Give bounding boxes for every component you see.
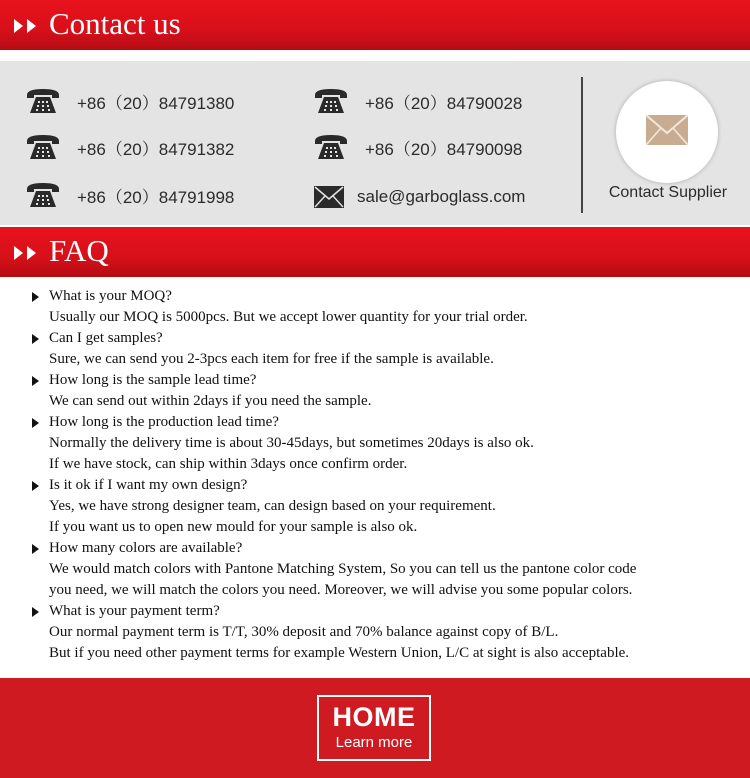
- telephone-icon: [25, 132, 61, 162]
- faq-answer: Yes, we have strong designer team, can design based on your requirement.: [49, 498, 496, 514]
- telephone-icon: [25, 86, 61, 116]
- home-button[interactable]: [317, 695, 431, 761]
- triangle-bullet-icon: [32, 292, 39, 302]
- footer-banner: [0, 678, 750, 778]
- phone-row[interactable]: [313, 86, 522, 116]
- contact-us-title: Contact us: [49, 6, 181, 41]
- contact-supplier-label[interactable]: Contact Supplier: [608, 184, 728, 201]
- telephone-icon: [313, 132, 349, 162]
- home-button-label: HOME: [332, 702, 416, 732]
- contact-supplier-button[interactable]: [616, 81, 718, 183]
- triangle-bullet-icon: [32, 607, 39, 617]
- faq-answer: Our normal payment term is T/T, 30% deposit and 70% balance against copy of B/L.: [49, 624, 559, 640]
- faq-answer: Usually our MOQ is 5000pcs. But we accept lower quantity for your trial order.: [49, 309, 528, 325]
- faq-answer: If you want us to open new mould for your sample is also ok.: [49, 519, 418, 535]
- faq-question: How long is the sample lead time?: [0, 370, 750, 391]
- contact-us-banner: [0, 0, 750, 50]
- faq-answer: you need, we will match the colors you need. Moreover, we will advise you some popular colors.: [49, 582, 633, 598]
- email-row[interactable]: [314, 182, 525, 212]
- faq-answer: Normally the delivery time is about 30-45days, but sometimes 20days is also ok.: [49, 435, 534, 451]
- triangle-bullet-icon: [32, 334, 39, 344]
- faq-title: FAQ: [49, 233, 109, 268]
- triangle-bullet-icon: [32, 376, 39, 386]
- triangle-bullet-icon: [32, 418, 39, 428]
- faq-answer: We would match colors with Pantone Matching System, So you can tell us the pantone color code: [49, 561, 637, 577]
- faq-question: What is your MOQ?: [0, 286, 750, 307]
- phone-number: +86（20）84791380: [77, 93, 235, 113]
- phone-row[interactable]: [25, 86, 234, 116]
- faq-question: How long is the production lead time?: [0, 412, 750, 433]
- phone-number: +86（20）84790028: [365, 93, 523, 113]
- phone-row[interactable]: [313, 132, 522, 162]
- faq-banner: [0, 227, 750, 277]
- triangle-bullet-icon: [32, 481, 39, 491]
- faq-list: [0, 286, 750, 664]
- faq-answer: But if you need other payment terms for example Western Union, L/C at sight is also acceptable.: [49, 645, 630, 661]
- double-arrow-icon: [14, 243, 48, 263]
- faq-question: What is your payment term?: [0, 601, 750, 622]
- faq-question: Can I get samples?: [0, 328, 750, 349]
- envelope-icon: [646, 115, 688, 145]
- phone-number: +86（20）84791382: [77, 139, 235, 159]
- phone-row[interactable]: [25, 132, 234, 162]
- double-arrow-icon: [14, 16, 48, 36]
- envelope-icon: [314, 186, 344, 208]
- faq-answer: If we have stock, can ship within 3days once confirm order.: [49, 456, 408, 472]
- phone-row[interactable]: [25, 180, 234, 210]
- telephone-icon: [25, 180, 61, 210]
- triangle-bullet-icon: [32, 544, 39, 554]
- faq-answer: Sure, we can send you 2-3pcs each item for free if the sample is available.: [49, 351, 494, 367]
- phone-number: +86（20）84790098: [365, 139, 523, 159]
- telephone-icon: [313, 86, 349, 116]
- email-address: sale@garboglass.com: [357, 187, 526, 206]
- faq-question: How many colors are available?: [0, 538, 750, 559]
- faq-question: Is it ok if I want my own design?: [0, 475, 750, 496]
- vertical-divider: [581, 77, 583, 213]
- learn-more-label: Learn more: [335, 734, 413, 751]
- contact-panel: [0, 61, 750, 225]
- phone-number: +86（20）84791998: [77, 187, 235, 207]
- faq-answer: We can send out within 2days if you need the sample.: [49, 393, 372, 409]
